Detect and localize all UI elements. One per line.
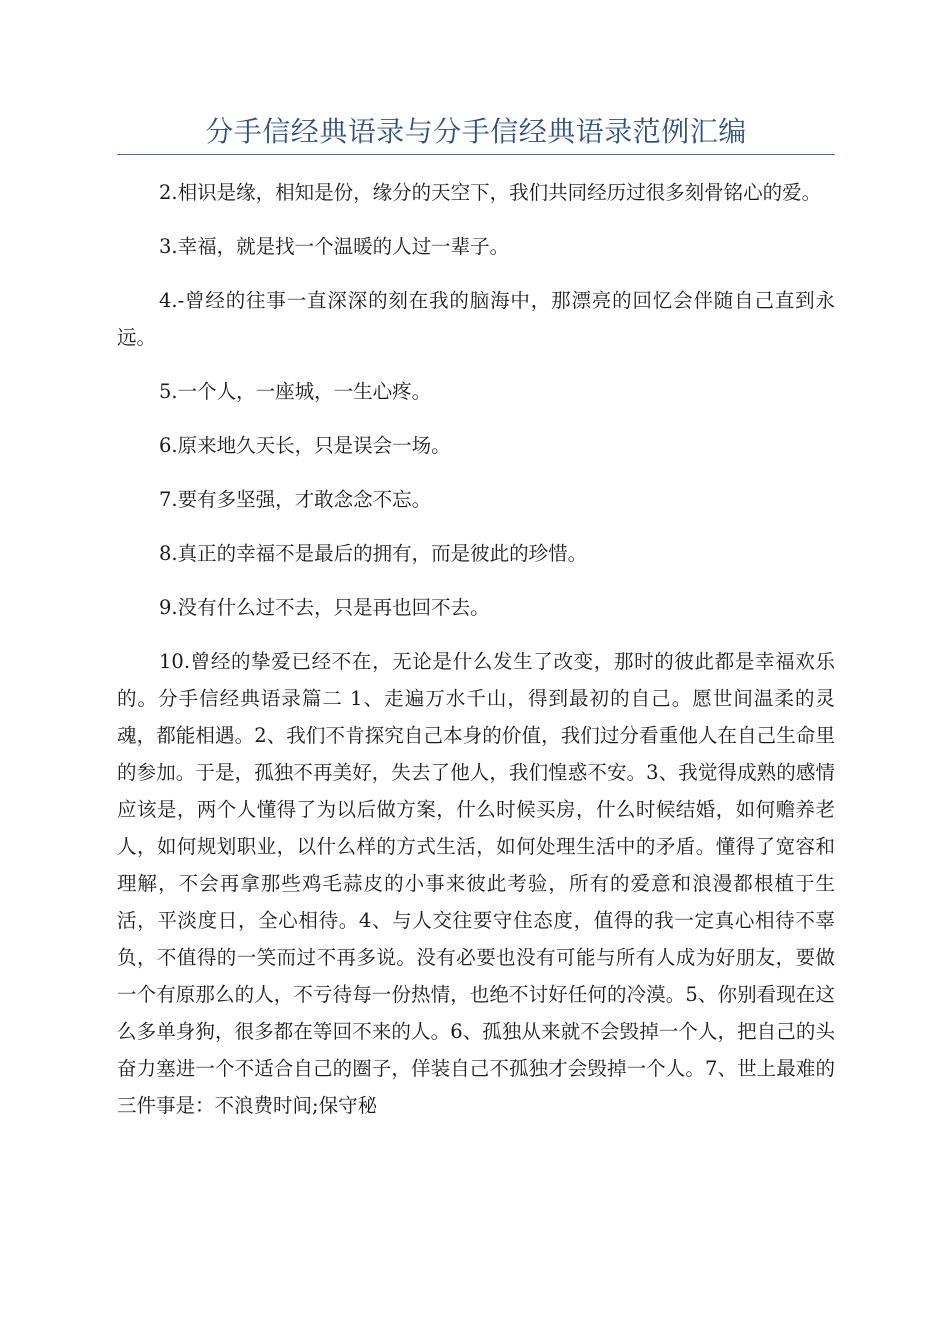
paragraph-8: 8.真正的幸福不是最后的拥有，而是彼此的珍惜。 — [159, 542, 588, 565]
paragraph-7: 7.要有多坚强，才敢念念不忘。 — [159, 488, 432, 511]
paragraph-9: 9.没有什么过不去，只是再也回不去。 — [159, 596, 490, 619]
paragraph-3: 3.幸福，就是找一个温暖的人过一辈子。 — [159, 235, 510, 258]
paragraph-4: 4.-曾经的往事一直深深的刻在我的脑海中，那漂亮的回忆会伴随自己直到永远。 — [117, 289, 835, 349]
document-title: 分手信经典语录与分手信经典语录范例汇编 — [205, 115, 747, 148]
title-underline — [117, 154, 835, 155]
paragraph-6: 6.原来地久天长，只是误会一场。 — [159, 434, 451, 457]
paragraph-5: 5.一个人，一座城，一生心疼。 — [159, 380, 432, 403]
document-body — [117, 174, 835, 1124]
paragraph-2: 2.相识是缘，相知是份，缘分的天空下，我们共同经历过很多刻骨铭心的爱。 — [159, 181, 822, 204]
paragraph-10: 10.曾经的挚爱已经不在，无论是什么发生了改变，那时的彼此都是幸福欢乐的。分手信经典语录篇二 1、走遍万水千山，得到最初的自己。愿世间温柔的灵魂，都能相遇。2、我们不肯探究自己本身的价值，我们过分看重他人在自己生命里的参加。于是，孤独不再美好，失去了他人，我们惶惑不安。3、我觉得成熟的感情应该是，两个人懂得了为以后做方案，什么时候买房，什么时候结婚，如何赡养老人，如何规划职业，以什么样的方式生活，如何处理生活中的矛盾。懂得了宽容和理解，不会再拿那些鸡毛蒜皮的小事来彼此考验，所有的爱意和浪漫都根植于生活，平淡度日，全心相待。4、与人交往要守住态度，值得的我一定真心相待不辜负，不值得的一笑而过不再多说。没有必要也没有可能与所有人成为好朋友，要做一个有原那么的人，不亏待每一份热情，也绝不讨好任何的冷漠。5、你别看现在这么多单身狗，很多都在等回不来的人。6、孤独从来就不会毁掉一个人，把自己的头奋力塞进一个不适合自己的圈子，佯装自己不孤独才会毁掉一个人。7、世上最难的三件事是：不浪费时间;保守秘 — [117, 650, 835, 1117]
